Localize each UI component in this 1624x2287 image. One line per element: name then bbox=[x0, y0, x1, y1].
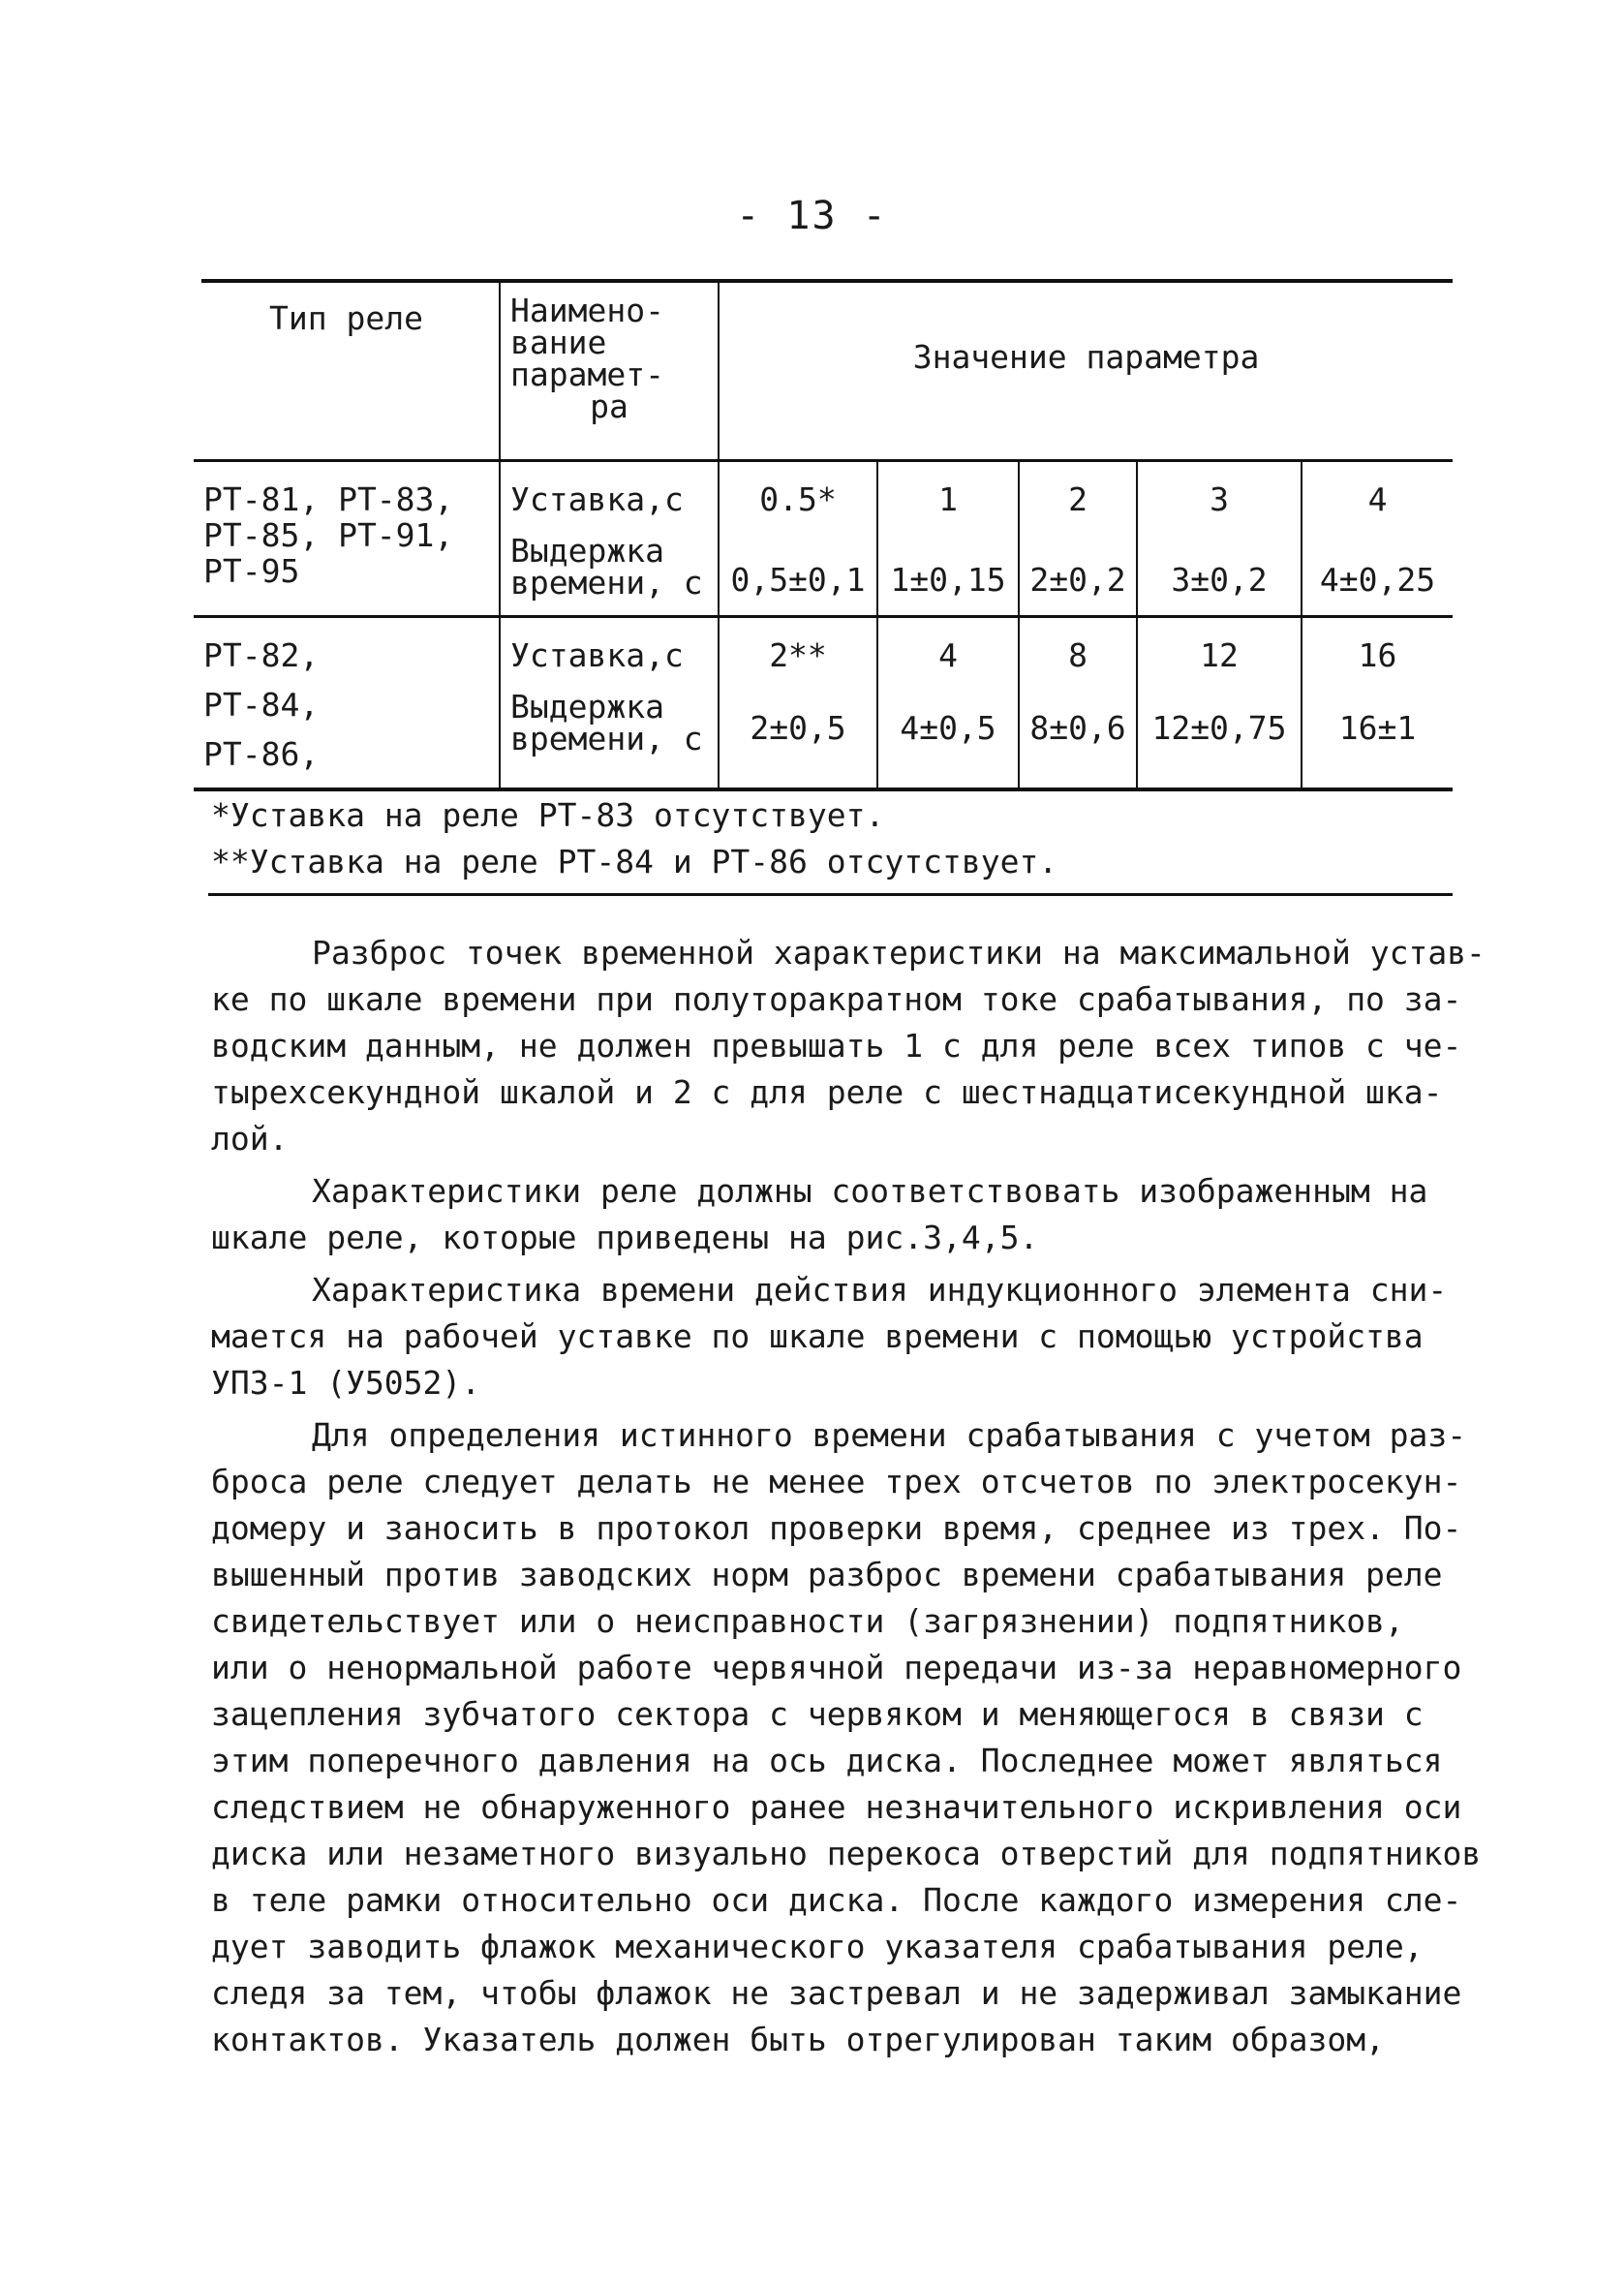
value-cell bbox=[877, 617, 1019, 790]
relay-type-line: РТ-84, bbox=[203, 686, 320, 724]
footnote: **Уставка на реле РТ-84 и РТ-86 отсутствует. bbox=[211, 843, 1058, 881]
value-cell bbox=[1019, 617, 1137, 790]
header-param-line: вание bbox=[510, 324, 607, 361]
parameter-names-cell bbox=[500, 617, 719, 790]
value-cell bbox=[719, 617, 877, 790]
paragraph bbox=[211, 1412, 1499, 2063]
header-parameter-value: Значение параметра bbox=[719, 283, 1453, 461]
value-cell bbox=[719, 461, 877, 617]
setpoint-value: 8 bbox=[1068, 636, 1088, 674]
setpoint-value: 4 bbox=[938, 636, 958, 674]
text-line: броса реле следует делать не менее трех отсчетов по электросекун- bbox=[211, 1463, 1462, 1500]
text-line: этим поперечного давления на ось диска. Последнее может являться bbox=[211, 1742, 1443, 1779]
delay-value: 2±0,2 bbox=[1029, 561, 1126, 599]
setpoint-value: 0.5* bbox=[759, 480, 837, 518]
delay-value: 8±0,6 bbox=[1029, 709, 1126, 747]
body-text bbox=[211, 930, 1499, 2069]
setpoint-value: 16 bbox=[1358, 636, 1397, 674]
text-line: Характеристика времени действия индукционного элемента сни- bbox=[312, 1271, 1448, 1309]
delay-value: 1±0,15 bbox=[890, 561, 1006, 599]
text-line: Характеристики реле должны соответствовать изображенным на bbox=[312, 1172, 1428, 1210]
text-line: или о ненормальной работе червячной передачи из-за неравномерного bbox=[211, 1649, 1462, 1686]
setpoint-label: Уставка,с bbox=[510, 480, 684, 518]
header-param-line: парамет- bbox=[510, 355, 664, 393]
text-line: ке по шкале времени при полуторакратном токе срабатывания, по за- bbox=[211, 980, 1462, 1018]
value-cell bbox=[877, 461, 1019, 617]
footnote-rule bbox=[208, 893, 1453, 896]
table-row bbox=[194, 617, 1453, 790]
setpoint-value: 2 bbox=[1068, 480, 1088, 518]
header-param-line: ра bbox=[590, 387, 628, 425]
text-line: следствием не обнаруженного ранее незначительного искривления оси bbox=[211, 1788, 1462, 1826]
delay-label-line: Выдержка bbox=[510, 532, 664, 570]
value-cell bbox=[1302, 617, 1453, 790]
table-footnotes bbox=[211, 792, 1057, 885]
text-line: вышенный против заводских норм разброс времени срабатывания реле bbox=[211, 1556, 1443, 1593]
delay-value: 4±0,25 bbox=[1319, 561, 1436, 599]
delay-value: 3±0,2 bbox=[1171, 561, 1268, 599]
delay-value: 4±0,5 bbox=[900, 709, 996, 747]
text-line: контактов. Указатель должен быть отрегулирован таким образом, bbox=[211, 2021, 1385, 2058]
delay-label bbox=[510, 532, 708, 602]
relay-type-line: РТ-95 bbox=[203, 552, 300, 590]
text-line: Разброс точек временной характеристики на максимальной устав- bbox=[312, 934, 1486, 972]
paragraph bbox=[211, 930, 1499, 1162]
header-relay-type: Тип реле bbox=[194, 283, 500, 461]
relay-type-line: РТ-81, РТ-83, bbox=[203, 480, 454, 518]
setpoint-value: 3 bbox=[1210, 480, 1229, 518]
page-number: - 13 - bbox=[736, 194, 888, 238]
header-parameter-name bbox=[500, 283, 719, 461]
text-line: УПЗ-1 (У5052). bbox=[211, 1364, 481, 1402]
table-row bbox=[194, 461, 1453, 617]
setpoint-value: 12 bbox=[1200, 636, 1239, 674]
text-line: шкале реле, которые приведены на рис.3,4,5. bbox=[211, 1219, 1039, 1256]
value-cell bbox=[1137, 461, 1302, 617]
text-line: зацепления зубчатого сектора с червяком и меняющегося в связи с bbox=[211, 1695, 1424, 1733]
text-line: диска или незаметного визуально перекоса отверстий для подпятников bbox=[211, 1835, 1482, 1872]
delay-value: 16±1 bbox=[1338, 709, 1417, 747]
delay-label-line: времени, с bbox=[510, 564, 703, 602]
footnote: *Уставка на реле РТ-83 отсутствует. bbox=[211, 796, 885, 834]
text-line: дует заводить флажок механического указателя срабатывания реле, bbox=[211, 1928, 1424, 1965]
text-line: водским данным, не должен превышать 1 с для реле всех типов с че- bbox=[211, 1027, 1462, 1065]
delay-value: 0,5±0,1 bbox=[730, 561, 866, 599]
paragraph bbox=[211, 1267, 1499, 1406]
paragraph bbox=[211, 1168, 1499, 1261]
text-line: лой. bbox=[211, 1120, 289, 1158]
text-line: домеру и заносить в протокол проверки время, среднее из трех. По- bbox=[211, 1509, 1462, 1547]
text-line: следя за тем, чтобы флажок не застревал и не задерживал замыкание bbox=[211, 1974, 1462, 2012]
header-param-line: Наимено- bbox=[510, 292, 664, 329]
setpoint-value: 4 bbox=[1367, 480, 1388, 518]
delay-label bbox=[510, 688, 708, 757]
setpoint-label: Уставка,с bbox=[510, 636, 684, 674]
value-cell bbox=[1019, 461, 1137, 617]
delay-value: 2±0,5 bbox=[750, 709, 846, 747]
text-line: в теле рамки относительно оси диска. После каждого измерения сле- bbox=[211, 1881, 1462, 1919]
setpoint-value: 2** bbox=[769, 636, 827, 674]
relay-type-line: РТ-86, bbox=[203, 735, 320, 773]
text-line: свидетельствует или о неисправности (загрязнении) подпятников, bbox=[211, 1602, 1404, 1640]
setpoint-value: 1 bbox=[938, 480, 958, 518]
parameter-names-cell bbox=[500, 461, 719, 617]
relay-types-cell bbox=[194, 461, 500, 617]
relay-type-line: РТ-82, bbox=[203, 636, 320, 674]
text-line: тырехсекундной шкалой и 2 с для реле с шестнадцатисекундной шка- bbox=[211, 1073, 1443, 1111]
text-line: Для определения истинного времени срабатывания с учетом раз- bbox=[312, 1416, 1467, 1454]
delay-label-line: времени, с bbox=[510, 720, 703, 757]
value-cell bbox=[1137, 617, 1302, 790]
value-cell bbox=[1302, 461, 1453, 617]
delay-value: 12±0,75 bbox=[1151, 709, 1287, 747]
table-header-row bbox=[194, 283, 1453, 461]
relay-type-line: РТ-85, РТ-91, bbox=[203, 516, 454, 554]
relay-types-cell bbox=[194, 617, 500, 790]
delay-label-line: Выдержка bbox=[510, 688, 664, 726]
text-line: мается на рабочей уставке по шкале времени с помощью устройства bbox=[211, 1317, 1424, 1355]
